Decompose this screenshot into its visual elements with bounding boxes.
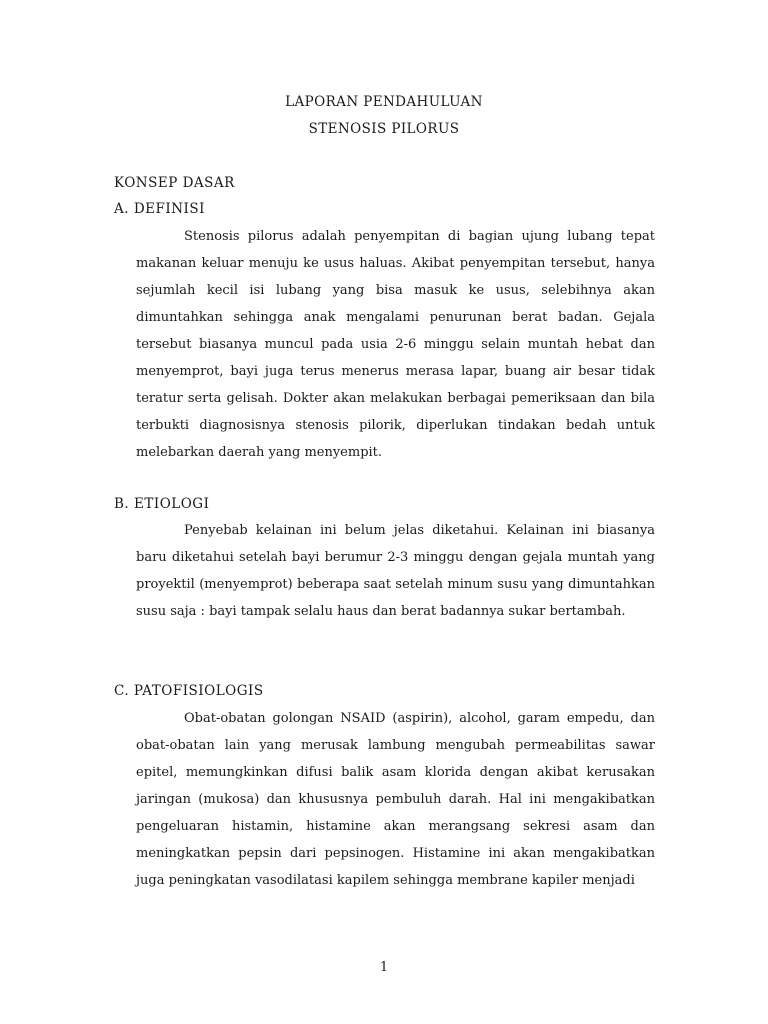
heading-etiologi: B. ETIOLOGI [114,496,210,512]
page-number: 1 [379,960,389,975]
document-title: LAPORAN PENDAHULUAN [285,94,483,110]
paragraph-definisi: Stenosis pilorus adalah penyempitan di bagian ujung lubang tepat makanan keluar menuju ke usus haluas. Akibat penyempitan tersebut, hanya sejumlah kecil isi lubang yang bisa masuk ke usus, selebihnya akan dimuntahkan sehingga anak mengalami penurunan berat badan. Gejala tersebut biasanya muncul pada usia 2-6 minggu selain muntah hebat dan menyemprot, bayi juga terus menerus merasa lapar, buang air besar tidak teratur serta gelisah. Dokter akan melakukan berbagai pemeriksaan dan bila terbukti diagnosisnya stenosis pilorik, diperlukan tindakan bedah untuk melebarkan daerah yang menyempit. [136,229,655,460]
document-subtitle: STENOSIS PILORUS [308,121,460,137]
paragraph-etiologi: Penyebab kelainan ini belum jelas diketahui. Kelainan ini biasanya baru diketahui setelah bayi berumur 2-3 minggu dengan gejala muntah yang proyektil (menyemprot) beberapa saat setelah minum susu yang dimuntahkan susu saja : bayi tampak selalu haus dan berat badannya sukar bertambah. [136,523,655,619]
paragraph-patofisiologis: Obat-obatan golongan NSAID (aspirin), alcohol, garam empedu, dan obat-obatan lain yang merusak lambung mengubah permeabilitas sawar epitel, memungkinkan difusi balik asam klorida dengan akibat kerusakan jaringan (mukosa) dan khususnya pembuluh darah. Hal ini mengakibatkan pengeluaran histamin, histamine akan merangsang sekresi asam dan meningkatkan pepsin dari pepsinogen. Histamine ini akan mengakibatkan juga peningkatan vasodilatasi kapilem sehingga membrane kapiler menjadi [136,711,655,888]
heading-patofisiologis: C. PATOFISIOLOGIS [114,683,264,699]
heading-definisi: A. DEFINISI [114,201,205,217]
section-heading: KONSEP DASAR [114,175,235,191]
